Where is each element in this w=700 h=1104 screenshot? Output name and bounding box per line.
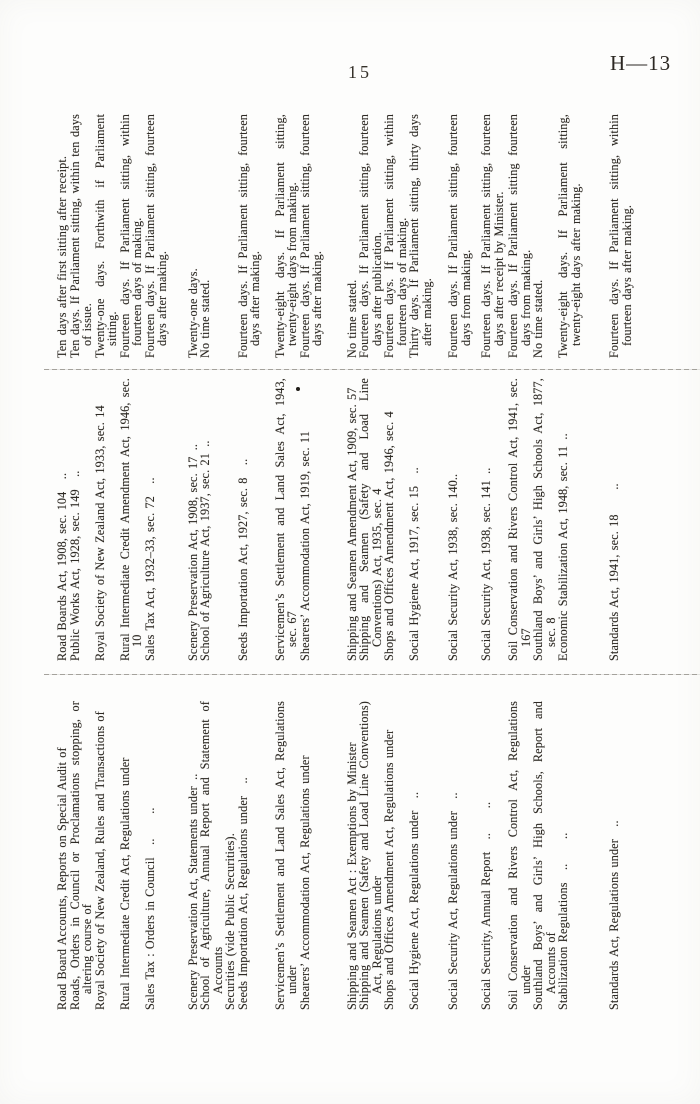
table-row bbox=[608, 112, 633, 1012]
table-group bbox=[447, 112, 472, 1012]
period-cell: Fourteen days. If Parliament sitting fourteen days from making. bbox=[506, 114, 533, 358]
table-row bbox=[69, 112, 94, 1012]
period-cell: Twenty-one days. bbox=[185, 268, 200, 358]
table-group bbox=[480, 112, 505, 1012]
period-cell: Fourteen days. If Parliament sitting, within fourteen days of making. bbox=[382, 114, 409, 358]
period-cell: Fourteen days. If Parliament sitting, within fourteen days of making. bbox=[117, 114, 144, 358]
act-cell: Social Hygiene Act, Regulations under .. bbox=[407, 791, 421, 1010]
statute-cell: Social Security Act, 1938, sec. 141 .. bbox=[479, 467, 493, 661]
table-row bbox=[383, 112, 408, 1012]
period-cell: No time stated. bbox=[531, 279, 545, 358]
table-group bbox=[507, 112, 582, 1012]
period-cell: Fourteen days. If Parliament sitting, fourteen days after making. bbox=[235, 114, 262, 358]
act-cell: Shearers’ Accommodation Act, Regulations under bbox=[297, 755, 312, 1010]
act-cell: Road Board Accounts, Reports on Special Audit of bbox=[55, 747, 69, 1010]
statute-cell: Shipping and Seamen (Safety and Load Line Conventions) Act, 1935, sec. 4 bbox=[357, 378, 384, 661]
column-rule-acts-statutes bbox=[44, 674, 700, 675]
act-cell: Stabilization Regulations .. .. bbox=[556, 832, 570, 1010]
statute-cell: Sales Tax Act, 1932–33, sec. 72 .. bbox=[142, 477, 157, 661]
table-row bbox=[224, 112, 237, 1012]
period-cell: Thirty days. If Parliament sitting, thirty days after making. bbox=[407, 114, 434, 358]
act-cell: Shipping and Seamen (Safety and Load Line Conventions) Act, Regulations under bbox=[357, 701, 384, 1010]
statute-cell: Royal Society of New Zealand Act, 1933, sec. 14 bbox=[92, 405, 107, 661]
statute-cell: Soil Conservation and Rivers Control Act, 1941, sec. 167 bbox=[506, 378, 533, 661]
period-cell: Fourteen days. If Parliament sitting, within fourteen days after making. bbox=[607, 114, 634, 358]
period-cell: Fourteen days. If Parliament sitting, fourteen days after making. bbox=[297, 114, 324, 358]
act-cell: Standards Act, Regulations under .. bbox=[607, 820, 621, 1010]
table-row bbox=[119, 112, 144, 1012]
statute-cell: Standards Act, 1941, sec. 18 .. bbox=[607, 483, 621, 661]
rotated-table bbox=[44, 112, 700, 1012]
table-row bbox=[274, 112, 299, 1012]
table-group bbox=[274, 112, 324, 1012]
act-cell: Social Security, Annual Report .. .. bbox=[479, 801, 493, 1010]
period-cell: Fourteen days. If Parliament sitting, fourteen days after publication. bbox=[357, 114, 384, 358]
table-row bbox=[199, 112, 224, 1012]
act-cell: Soil Conservation and Rivers Control Act, Regulations under bbox=[506, 701, 533, 1010]
statute-cell: Social Hygiene Act, 1917, sec. 15 .. bbox=[407, 467, 421, 661]
statute-cell: Shearers’ Accommodation Act, 1919, sec. 11 bbox=[297, 431, 312, 661]
table-row bbox=[358, 112, 383, 1012]
statute-cell bbox=[224, 370, 237, 675]
period-cell: Fourteen days. If Parliament sitting, fourteen days after making. bbox=[142, 114, 169, 358]
act-cell: School of Agriculture, Annual Report and Statement of Accounts bbox=[198, 701, 225, 1010]
table-row bbox=[447, 112, 472, 1012]
table-row bbox=[299, 112, 324, 1012]
period-cell: No time stated. bbox=[344, 279, 359, 358]
paper-reference: H—13 bbox=[610, 51, 672, 75]
act-cell: Seeds Importation Act, Regulations under .. bbox=[235, 777, 250, 1010]
act-cell: Rural Intermediate Credit Act, Regulations under bbox=[117, 757, 132, 1010]
statute-cell: Southland Boys’ and Girls’ High Schools Act, 1877, sec. 8 bbox=[531, 378, 558, 661]
table-group bbox=[187, 112, 262, 1012]
period-cell: Ten days after first sitting after receipt. bbox=[55, 155, 69, 358]
statute-cell: Shops and Offices Amendment Act, 1946, sec. 4 bbox=[382, 411, 396, 661]
period-cell: Twenty-one days. Forthwith if Parliament sitting. bbox=[92, 114, 119, 358]
table-group bbox=[608, 112, 633, 1012]
act-cell: Social Security Act, Regulations under .. bbox=[446, 792, 460, 1010]
statute-cell: School of Agriculture Act, 1937, sec. 21 .. bbox=[198, 440, 212, 661]
table-row bbox=[144, 112, 169, 1012]
act-cell: Securities (vide Public Securities). bbox=[223, 833, 237, 1010]
act-cell: Shipping and Seamen Act : Exemptions by Minister bbox=[344, 742, 359, 1010]
act-cell: Southland Boys’ and Girls’ High Schools, Report and Accounts of bbox=[531, 701, 558, 1010]
statute-cell: Rural Intermediate Credit Amendment Act, 1946, sec. 10 bbox=[117, 378, 144, 661]
table-row bbox=[56, 112, 69, 1012]
table-row bbox=[480, 112, 505, 1012]
statute-cell: Shipping and Seamen Amendment Act, 1909, sec. 57 bbox=[344, 387, 359, 661]
period-cell: Twenty-eight days. If Parliament sitting, twenty-eight days from making. bbox=[272, 114, 299, 358]
period-cell: Fourteen days. If Parliament sitting, fourteen days from making. bbox=[446, 114, 473, 358]
statute-cell: Road Boards Act, 1908, sec. 104 .. bbox=[55, 472, 69, 661]
table-group bbox=[56, 112, 169, 1012]
act-cell: Servicemen’s Settlement and Land Sales Act, Regulations under bbox=[272, 701, 299, 1010]
act-cell: Royal Society of New Zealand, Rules and Transactions of bbox=[92, 711, 107, 1010]
statute-cell: Economic Stabilization Act, 1948, sec. 11 .. bbox=[556, 433, 570, 661]
page-number: 15 bbox=[348, 62, 372, 82]
period-cell: Ten days. If Parliament sitting, within ten days of issue. bbox=[67, 114, 94, 358]
period-cell bbox=[224, 112, 237, 370]
act-cell: Roads, Orders in Council or Proclamations stopping, or altering course of bbox=[67, 701, 94, 1010]
act-cell: Shops and Offices Amendment Act, Regulations under bbox=[382, 729, 396, 1010]
column-rule-statutes-periods bbox=[44, 369, 700, 370]
table-row bbox=[532, 112, 557, 1012]
period-cell: Fourteen days. If Parliament sitting, fourteen days after receipt by Minister. bbox=[479, 114, 506, 358]
period-cell: Twenty-eight days. If Parliament sitting, twenty-eight days after making. bbox=[556, 114, 583, 358]
table-row bbox=[507, 112, 532, 1012]
table-row bbox=[408, 112, 433, 1012]
act-cell: Scenery Preservation Act, Statements under .. bbox=[185, 773, 200, 1010]
table-row bbox=[557, 112, 582, 1012]
statute-cell: Social Security Act, 1938, sec. 140.. bbox=[446, 473, 460, 661]
table-row bbox=[94, 112, 119, 1012]
period-cell: No time stated. bbox=[198, 279, 212, 358]
table-group bbox=[346, 112, 434, 1012]
act-cell: Sales Tax : Orders in Council .. .. bbox=[142, 807, 157, 1010]
statute-cell: Scenery Preservation Act, 1908, sec. 17 .. bbox=[185, 443, 200, 661]
statute-cell: Servicemen’s Settlement and Land Sales Act, 1943, sec. 67 bbox=[272, 378, 299, 661]
statute-cell: Seeds Importation Act, 1927, sec. 8 .. bbox=[235, 458, 250, 661]
table-row bbox=[237, 112, 262, 1012]
statute-cell: Public Works Act, 1928, sec. 149 .. bbox=[67, 470, 82, 661]
